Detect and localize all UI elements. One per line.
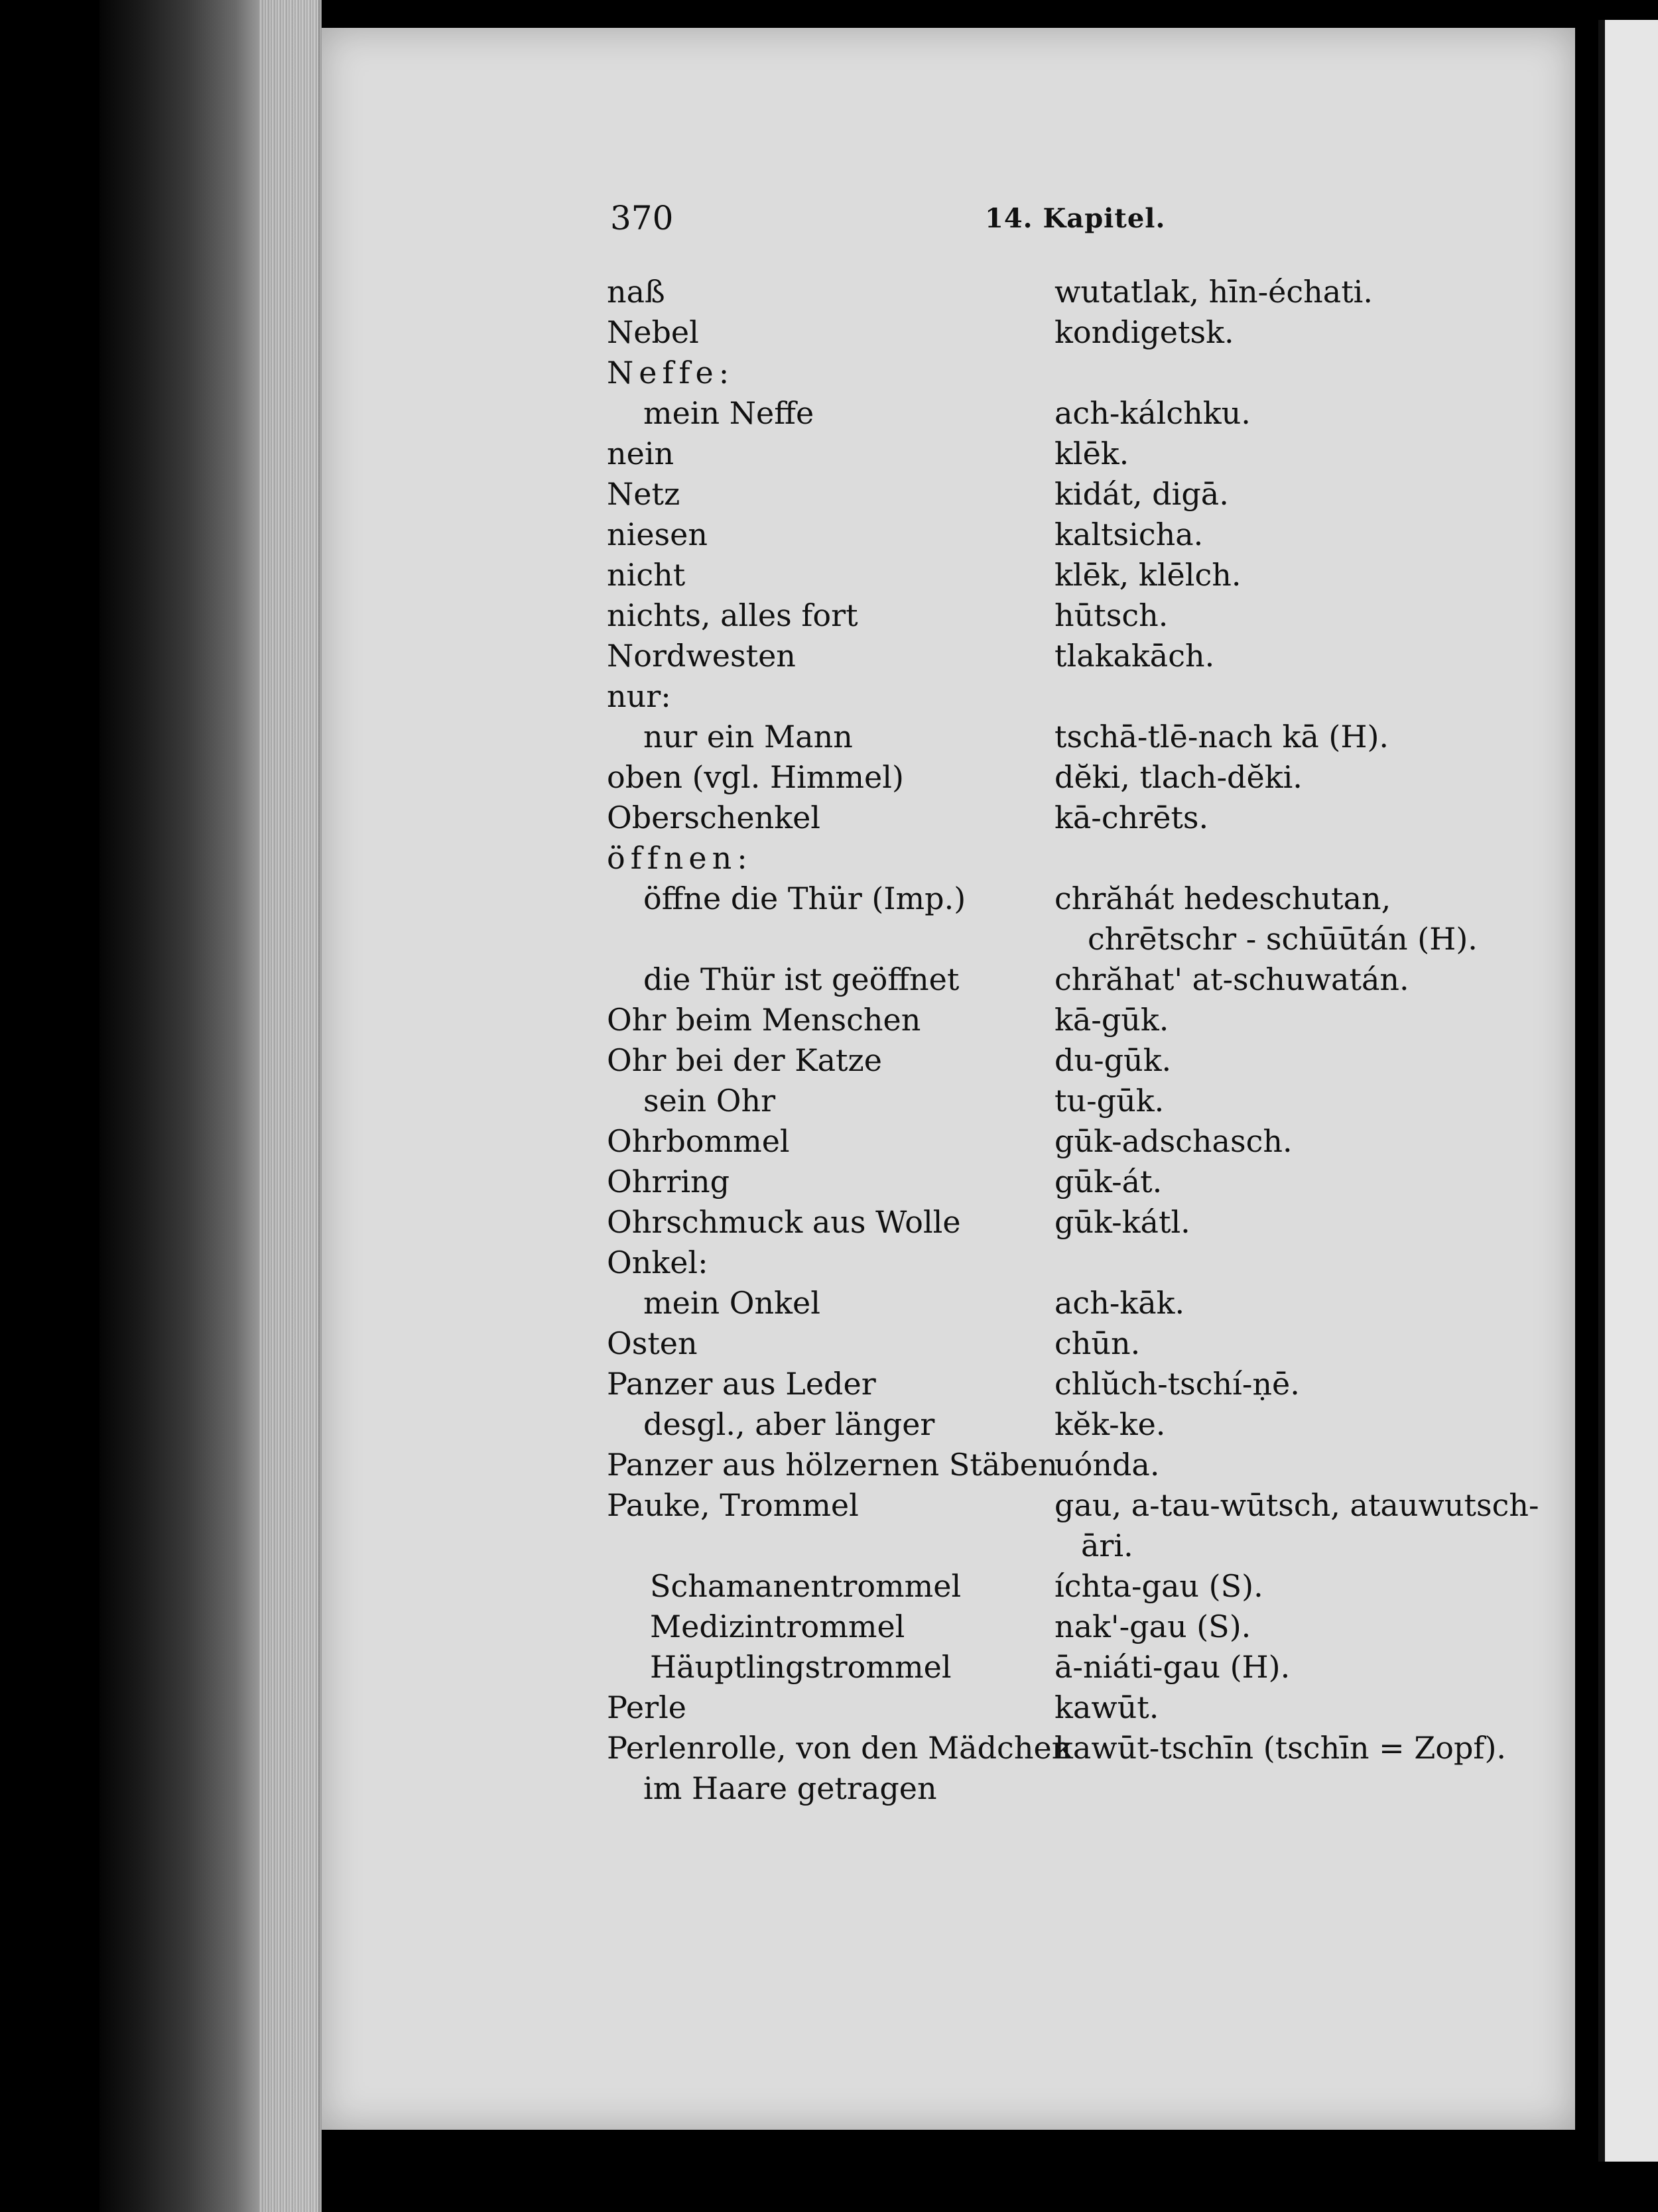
- glossary-entry: [607, 1566, 1522, 1607]
- tlingit-term: kā-chrēts.: [1054, 800, 1209, 835]
- glossary-entry: [607, 555, 1522, 595]
- tlingit-term: chlŭch-tschí-ṇē.: [1054, 1366, 1300, 1402]
- tlingit-term-continuation: chrētschr - schūūtán (H).: [1088, 921, 1478, 957]
- glossary-entry: [607, 595, 1522, 636]
- tlingit-term: tschā-tlē-nach kā (H).: [1054, 719, 1389, 755]
- tlingit-term: gūk-át.: [1054, 1164, 1163, 1199]
- german-term: Onkel:: [607, 1245, 708, 1280]
- german-term: öffne die Thür (Imp.): [643, 881, 966, 916]
- glossary-entry: [607, 1647, 1522, 1688]
- german-term: die Thür ist geöffnet: [643, 961, 960, 997]
- glossary-entry: [607, 1445, 1522, 1485]
- german-term: Nordwesten: [607, 638, 796, 674]
- glossary-entry: [607, 959, 1522, 1000]
- german-term: niesen: [607, 517, 708, 552]
- tlingit-term: wutatlak, hīn-échati.: [1054, 274, 1373, 310]
- glossary-list: [607, 272, 1539, 1809]
- german-term: oben (vgl. Himmel): [607, 759, 904, 795]
- german-term: Ohrring: [607, 1164, 730, 1199]
- german-term: Panzer aus Leder: [607, 1366, 876, 1402]
- tlingit-term: chrăhat' at-schuwatán.: [1054, 961, 1409, 997]
- tlingit-term: tu-gūk.: [1054, 1083, 1165, 1119]
- glossary-entry: [607, 636, 1522, 676]
- german-term: Oberschenkel: [607, 800, 821, 835]
- german-term: im Haare getragen: [643, 1770, 937, 1806]
- glossary-entry: [607, 1404, 1522, 1445]
- german-term: Ohrbommel: [607, 1123, 790, 1159]
- glossary-entry: [607, 879, 1522, 959]
- tlingit-term: tlakakāch.: [1054, 638, 1215, 674]
- german-term: Medizintrommel: [650, 1609, 905, 1644]
- glossary-entry: [607, 1323, 1522, 1364]
- tlingit-term: kĕk-ke.: [1054, 1406, 1166, 1442]
- tlingit-term: ā-niáti-gau (H).: [1054, 1649, 1291, 1685]
- german-term: Ohrschmuck aus Wolle: [607, 1204, 961, 1240]
- tlingit-term-continuation: āri.: [1081, 1528, 1133, 1564]
- tlingit-term: chūn.: [1054, 1325, 1141, 1361]
- german-term: Ohr bei der Katze: [607, 1042, 882, 1078]
- glossary-entry: [607, 1728, 1522, 1768]
- tlingit-term: ach-kálchku.: [1054, 395, 1251, 431]
- tlingit-term: gūk-kátl.: [1054, 1204, 1190, 1240]
- glossary-entry: [607, 474, 1522, 515]
- page-edges: [259, 0, 322, 2212]
- tlingit-term: du-gūk.: [1054, 1042, 1172, 1078]
- glossary-entry: [607, 272, 1522, 312]
- tlingit-term: íchta-gau (S).: [1054, 1568, 1263, 1604]
- tlingit-term: gau, a-tau-wūtsch, atauwutsch-: [1054, 1487, 1539, 1523]
- glossary-entry: [607, 1162, 1522, 1202]
- running-head: 14. Kapitel.: [985, 203, 1166, 234]
- german-term: Häuptlingstrommel: [650, 1649, 952, 1685]
- glossary-entry: [607, 1081, 1522, 1121]
- german-term: Panzer aus hölzernen Stäben: [607, 1447, 1058, 1483]
- glossary-entry-continuation: [607, 1768, 1522, 1809]
- page-number: 370: [610, 199, 674, 237]
- tlingit-term: kidát, digā.: [1054, 476, 1229, 512]
- glossary-heading: [607, 353, 1522, 393]
- glossary-entry: [607, 1364, 1522, 1404]
- glossary-entry: [607, 717, 1522, 757]
- tlingit-term: kawūt-tschīn (tschīn = Zopf).: [1054, 1730, 1507, 1766]
- tlingit-term: chrăhát hedeschutan,: [1054, 881, 1391, 916]
- german-term: nichts, alles fort: [607, 597, 858, 633]
- tlingit-term: klēk.: [1054, 436, 1129, 471]
- german-term: mein Neffe: [643, 395, 814, 431]
- glossary-heading: [607, 1243, 1522, 1283]
- tlingit-term: uónda.: [1054, 1447, 1160, 1483]
- glossary-heading: [607, 676, 1522, 717]
- german-term: Perle: [607, 1690, 687, 1725]
- glossary-heading: [607, 838, 1522, 879]
- tlingit-term: nak'-gau (S).: [1054, 1609, 1251, 1644]
- glossary-entry: [607, 1688, 1522, 1728]
- german-term: nicht: [607, 557, 686, 593]
- glossary-entry: [607, 434, 1522, 474]
- german-term: naß: [607, 274, 665, 310]
- glossary-entry: [607, 1283, 1522, 1323]
- glossary-entry: [607, 1607, 1522, 1647]
- glossary-entry: [607, 798, 1522, 838]
- german-term: nein: [607, 436, 674, 471]
- german-term: Schamanentrommel: [650, 1568, 962, 1604]
- glossary-entry: [607, 757, 1522, 798]
- tlingit-term: ach-kāk.: [1054, 1285, 1185, 1321]
- german-term: sein Ohr: [643, 1083, 776, 1119]
- glossary-entry: [607, 1202, 1522, 1243]
- tlingit-term: gūk-adschasch.: [1054, 1123, 1293, 1159]
- german-term: Neffe:: [607, 355, 735, 391]
- german-term: Nebel: [607, 314, 699, 350]
- glossary-entry: [607, 515, 1522, 555]
- german-term: öffnen:: [607, 840, 753, 876]
- tlingit-term: kawūt.: [1054, 1690, 1159, 1725]
- glossary-entry: [607, 393, 1522, 434]
- german-term: Netz: [607, 476, 680, 512]
- german-term: Ohr beim Menschen: [607, 1002, 921, 1038]
- tlingit-term: kondigetsk.: [1054, 314, 1234, 350]
- german-term: nur ein Mann: [643, 719, 853, 755]
- glossary-entry: [607, 1485, 1539, 1566]
- german-term: desgl., aber länger: [643, 1406, 935, 1442]
- next-page-edge: [1598, 20, 1658, 2162]
- german-term: nur:: [607, 678, 671, 714]
- tlingit-term: klēk, klēlch.: [1054, 557, 1242, 593]
- german-term: Osten: [607, 1325, 698, 1361]
- german-term: Perlenrolle, von den Mädchen: [607, 1730, 1072, 1766]
- page-header: [610, 199, 1539, 252]
- glossary-entry: [607, 312, 1522, 353]
- tlingit-term: kā-gūk.: [1054, 1002, 1169, 1038]
- glossary-entry: [607, 1000, 1522, 1040]
- glossary-entry: [607, 1040, 1522, 1081]
- tlingit-term: dĕki, tlach-dĕki.: [1054, 759, 1303, 795]
- glossary-entry: [607, 1121, 1522, 1162]
- tlingit-term: hūtsch.: [1054, 597, 1169, 633]
- german-term: mein Onkel: [643, 1285, 820, 1321]
- tlingit-term: kaltsicha.: [1054, 517, 1204, 552]
- german-term: Pauke, Trommel: [607, 1487, 859, 1523]
